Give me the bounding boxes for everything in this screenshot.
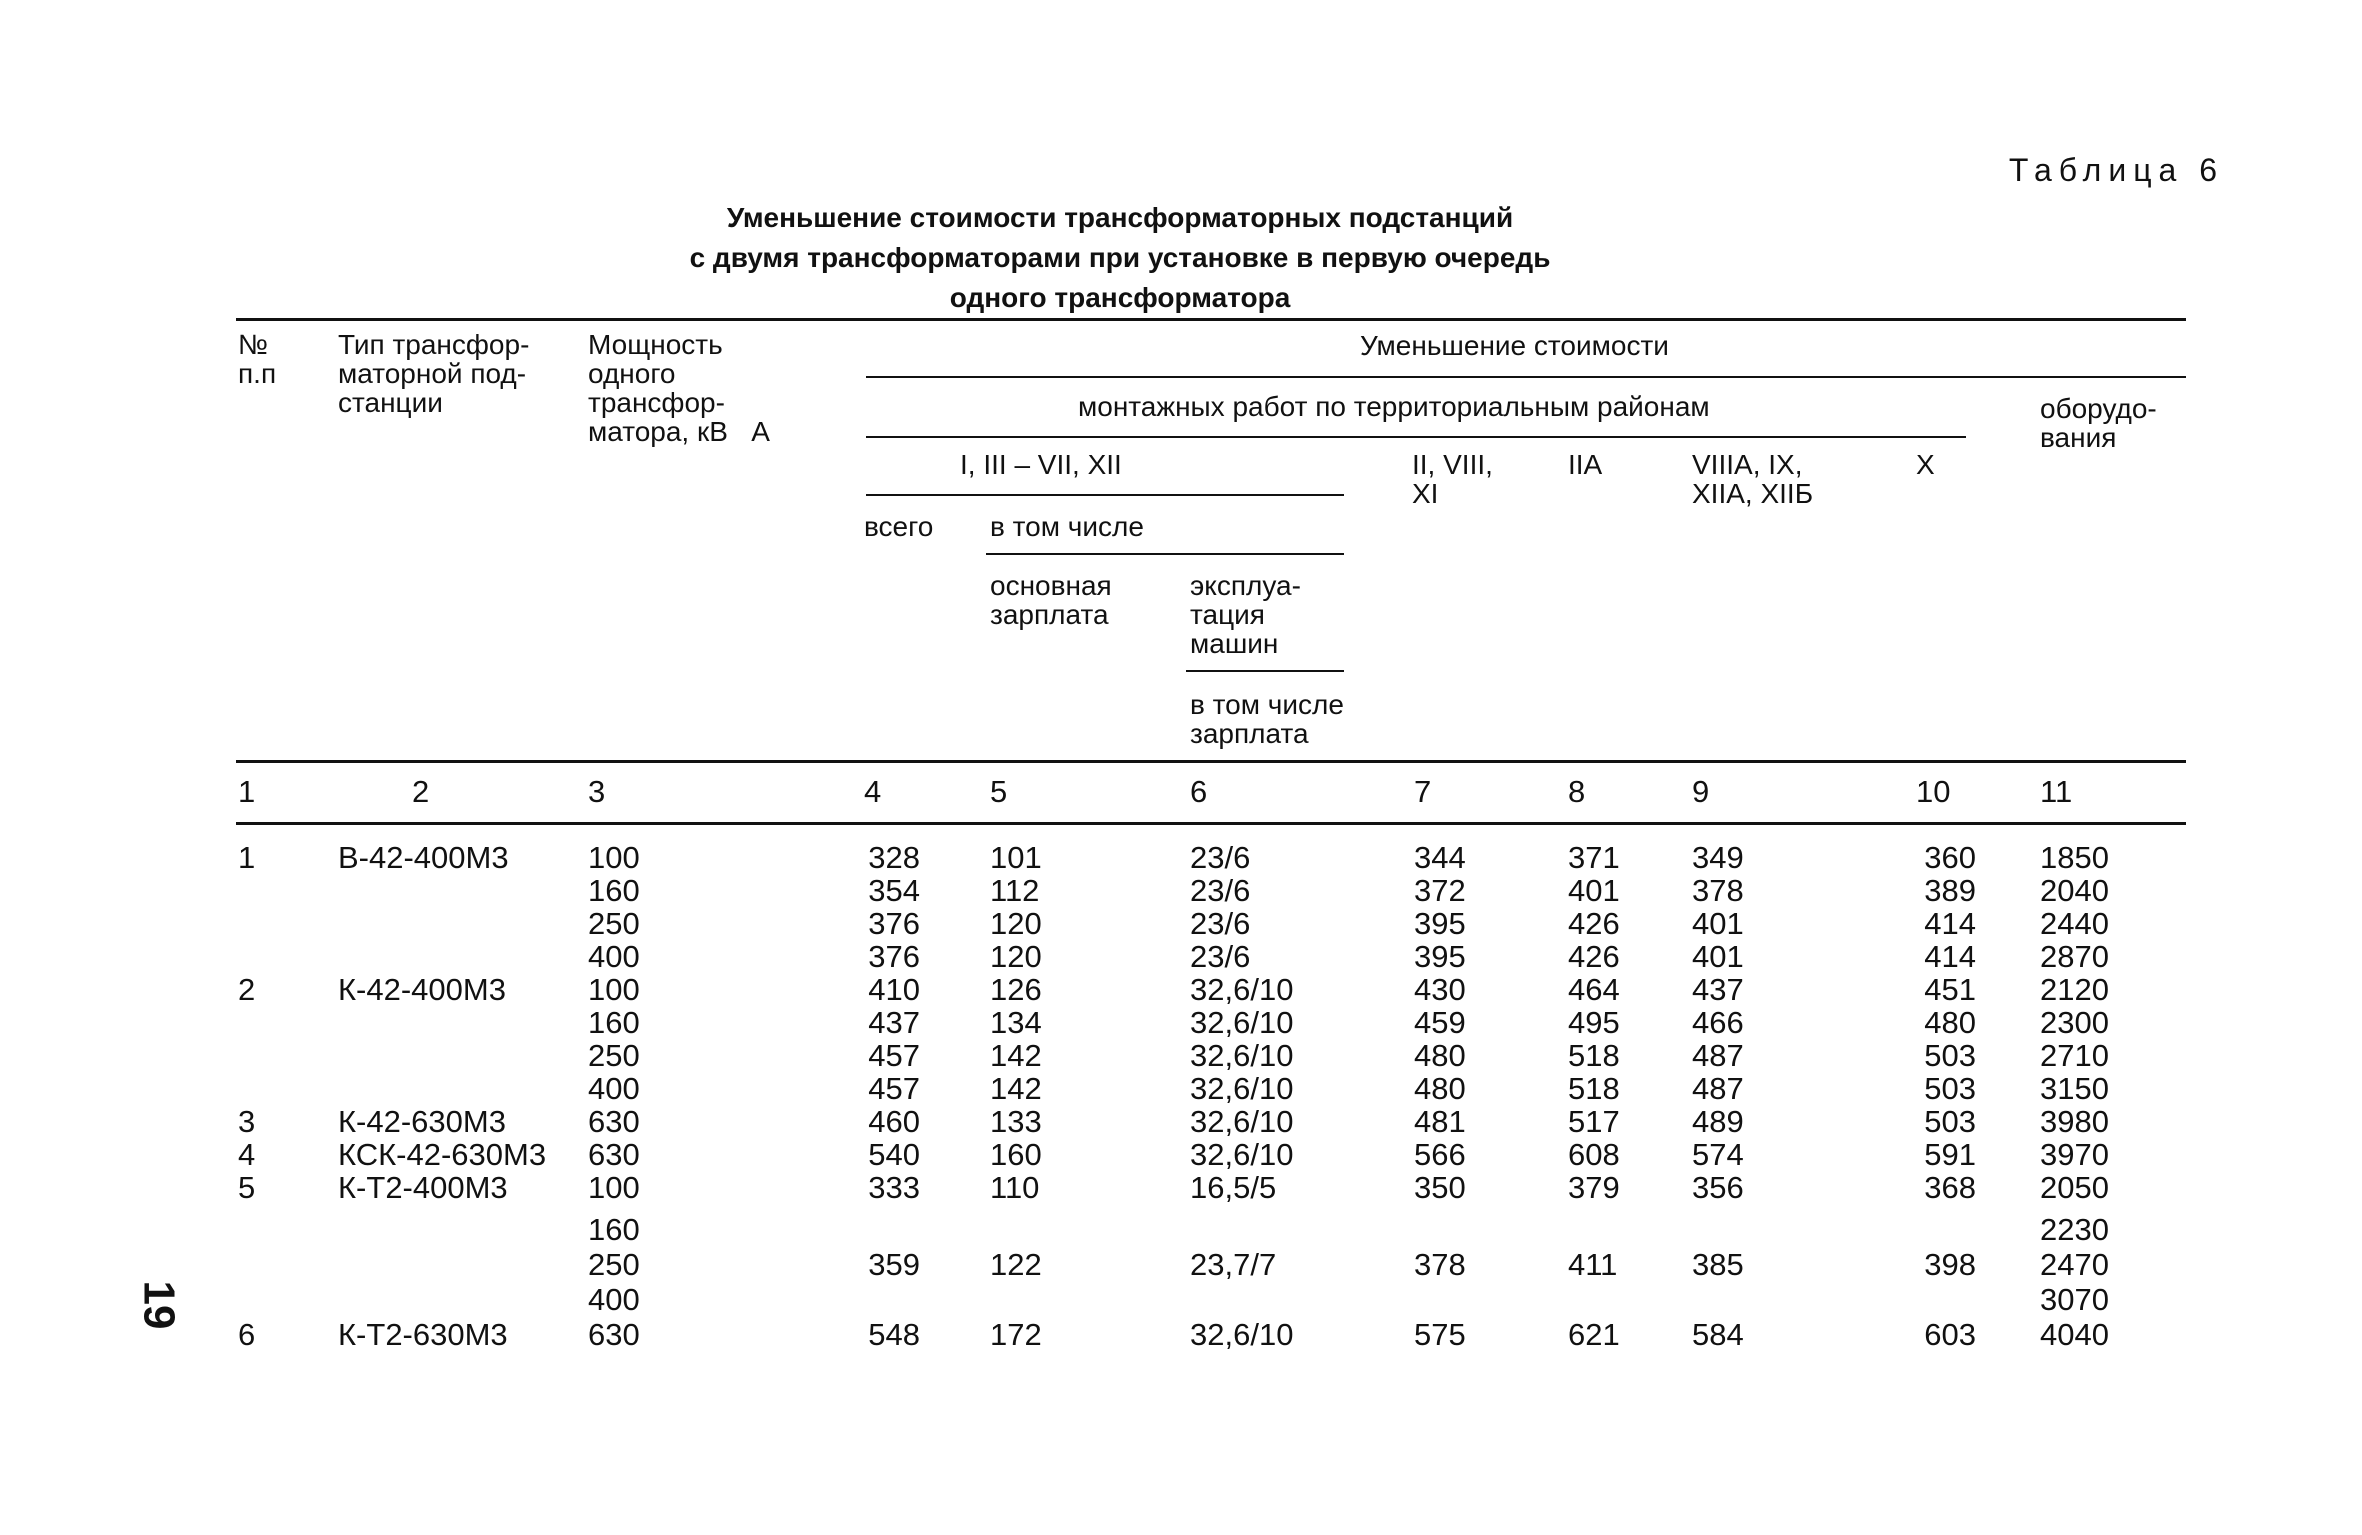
table-cell: К-Т2-400М3	[338, 1170, 508, 1205]
table-cell: 489	[1692, 1104, 1744, 1139]
header-col-number-line-1: №	[238, 329, 269, 360]
table-cell: 2040	[2040, 873, 2109, 908]
machine-ops-rule	[1186, 670, 1344, 672]
table-cell: 250	[588, 906, 640, 941]
table-cell: 400	[588, 939, 640, 974]
table-cell: 368	[1924, 1170, 1976, 1205]
table-cell: 2470	[2040, 1247, 2109, 1282]
table-cell: 410	[868, 972, 920, 1007]
table-cell: 400	[588, 1282, 640, 1317]
table-cell: 122	[990, 1247, 1042, 1282]
table-cell: 2	[238, 972, 256, 1007]
column-number: 9	[1692, 774, 1710, 809]
column-number: 10	[1916, 774, 1951, 809]
table-cell: 250	[588, 1247, 640, 1282]
table-cell: 354	[868, 873, 920, 908]
table-cell: 630	[588, 1317, 640, 1352]
header-including-salary-line-2: зарплата	[1190, 718, 1309, 749]
table-cell: 575	[1414, 1317, 1466, 1352]
table-cell: 126	[990, 972, 1042, 1007]
table-cell: К-42-400М3	[338, 972, 506, 1007]
reduction-rule	[866, 376, 2186, 378]
table-cell: 101	[990, 840, 1042, 875]
header-equipment	[2040, 394, 2157, 452]
title-line-2: с двумя трансформаторами при установке в первую очередь	[689, 242, 1551, 273]
table-cell: К-42-630М3	[338, 1104, 506, 1139]
table-cell: 32,6/10	[1190, 1005, 1294, 1040]
table-label: Таблица 6	[2008, 152, 2224, 188]
table-cell: 495	[1568, 1005, 1620, 1040]
table-cell: 466	[1692, 1005, 1744, 1040]
table-cell: 120	[990, 906, 1042, 941]
table-cell: 503	[1924, 1038, 1976, 1073]
table-cell: 6	[238, 1317, 256, 1352]
table-cell: 16,5/5	[1190, 1170, 1277, 1205]
table-cell: 376	[868, 939, 920, 974]
table-cell: 459	[1414, 1005, 1466, 1040]
table-cell: КСК-42-630М3	[338, 1137, 547, 1172]
table-cell: 540	[868, 1137, 920, 1172]
table-cell: 603	[1924, 1317, 1976, 1352]
table-cell: 2230	[2040, 1212, 2109, 1247]
table-cell: 376	[868, 906, 920, 941]
table-cell: 3	[238, 1104, 256, 1139]
table-cell: 32,6/10	[1190, 972, 1294, 1007]
header-regions-main: I, III – VII, XII	[960, 449, 1122, 480]
table-cell: 451	[1924, 972, 1976, 1007]
header-col-power-line-1: Мощность	[588, 329, 723, 360]
table-cell: 100	[588, 1170, 640, 1205]
table-cell: 160	[588, 1212, 640, 1247]
table-cell: 23/6	[1190, 906, 1251, 941]
table-cell: 100	[588, 840, 640, 875]
table-cell: 401	[1692, 906, 1744, 941]
header-total: всего	[864, 511, 934, 542]
table-cell: 630	[588, 1104, 640, 1139]
table-cell: 172	[990, 1317, 1042, 1352]
table-cell: 2870	[2040, 939, 2109, 974]
header-regions-5: X	[1916, 449, 1935, 480]
header-col-number	[238, 330, 276, 388]
table-cell: 160	[588, 873, 640, 908]
table-cell: 32,6/10	[1190, 1317, 1294, 1352]
table-cell: 389	[1924, 873, 1976, 908]
header-col-number-line-2: п.п	[238, 358, 277, 389]
table-cell: 1	[238, 840, 256, 875]
table-cell: 1850	[2040, 840, 2109, 875]
table-cell: 574	[1692, 1137, 1744, 1172]
table-cell: 356	[1692, 1170, 1744, 1205]
header-equipment-line-1: оборудо-	[2040, 393, 2157, 424]
table-cell: 584	[1692, 1317, 1744, 1352]
table-cell: 2300	[2040, 1005, 2109, 1040]
table-cell: 548	[868, 1317, 920, 1352]
table-cell: 437	[1692, 972, 1744, 1007]
table-cell: 120	[990, 939, 1042, 974]
table-cell: 426	[1568, 939, 1620, 974]
table-cell: 379	[1568, 1170, 1620, 1205]
header-regions-2-line-2: XI	[1412, 478, 1439, 509]
table-cell: 457	[868, 1038, 920, 1073]
header-machine-ops	[1190, 571, 1301, 658]
column-number: 6	[1190, 774, 1208, 809]
table-cell: 328	[868, 840, 920, 875]
table-cell: 517	[1568, 1104, 1620, 1139]
table-cell: 3980	[2040, 1104, 2109, 1139]
header-including: в том числе	[990, 511, 1144, 542]
table-cell: 437	[868, 1005, 920, 1040]
table-cell: 398	[1924, 1247, 1976, 1282]
table-cell: 401	[1568, 873, 1620, 908]
installation-rule	[866, 436, 1966, 438]
table-cell: 4	[238, 1137, 256, 1172]
header-col-type	[338, 330, 529, 417]
column-number: 11	[2040, 774, 2073, 809]
regions-main-rule	[866, 494, 1344, 496]
table-cell: 23/6	[1190, 939, 1251, 974]
table-cell: К-Т2-630М3	[338, 1317, 508, 1352]
table-cell: 426	[1568, 906, 1620, 941]
table-cell: 2050	[2040, 1170, 2109, 1205]
header-including-salary-line-1: в том числе	[1190, 689, 1344, 720]
table-cell: 487	[1692, 1071, 1744, 1106]
table-cell: 2440	[2040, 906, 2109, 941]
title-line-3: одного трансформатора	[949, 282, 1291, 313]
header-base-salary-line-2: зарплата	[990, 599, 1109, 630]
header-col-power-line-3: трансфор-	[588, 387, 725, 418]
table-cell: 378	[1414, 1247, 1466, 1282]
header-regions-4	[1692, 450, 1813, 508]
table-cell: 503	[1924, 1071, 1976, 1106]
table-cell: 112	[990, 873, 1040, 908]
table-cell: 395	[1414, 906, 1466, 941]
column-number: 5	[990, 774, 1008, 809]
header-col-type-line-1: Тип трансфор-	[338, 329, 530, 360]
column-number: 8	[1568, 774, 1586, 809]
header-col-type-line-3: станции	[338, 387, 443, 418]
table-cell: 344	[1414, 840, 1466, 875]
header-machine-ops-line-2: тация	[1190, 599, 1265, 630]
table-cell: В-42-400М3	[338, 840, 509, 875]
table-cell: 401	[1692, 939, 1744, 974]
table-cell: 487	[1692, 1038, 1744, 1073]
table-cell: 518	[1568, 1071, 1620, 1106]
table-cell: 3970	[2040, 1137, 2109, 1172]
table-cell: 32,6/10	[1190, 1137, 1294, 1172]
column-number: 3	[588, 774, 606, 809]
table-cell: 395	[1414, 939, 1466, 974]
including-rule	[986, 553, 1344, 555]
table-cell: 110	[990, 1170, 1040, 1205]
column-number: 1	[238, 774, 256, 809]
table-cell: 518	[1568, 1038, 1620, 1073]
table-cell: 481	[1414, 1104, 1466, 1139]
table-cell: 621	[1568, 1317, 1620, 1352]
table-cell: 23,7/7	[1190, 1247, 1277, 1282]
header-base-salary	[990, 571, 1112, 629]
table-cell: 630	[588, 1137, 640, 1172]
table-cell: 400	[588, 1071, 640, 1106]
table-cell: 160	[990, 1137, 1042, 1172]
table-cell: 5	[238, 1170, 256, 1205]
title-line-1: Уменьшение стоимости трансформаторных подстанций	[726, 202, 1514, 233]
header-col-power-line-2: одного	[588, 358, 676, 389]
table-cell: 160	[588, 1005, 640, 1040]
table-cell: 608	[1568, 1137, 1620, 1172]
header-col-power	[588, 330, 770, 446]
header-installation: монтажных работ по территориальным районам	[1078, 391, 1710, 422]
table-cell: 371	[1568, 840, 1620, 875]
table-cell: 480	[1414, 1038, 1466, 1073]
header-regions-3: IIA	[1568, 449, 1603, 480]
header-col-type-line-2: маторной под-	[338, 358, 527, 389]
table-cell: 333	[868, 1170, 920, 1205]
table-cell: 2120	[2040, 972, 2109, 1007]
page-number: 19	[134, 1280, 184, 1330]
table-cell: 2710	[2040, 1038, 2109, 1073]
table-cell: 430	[1414, 972, 1466, 1007]
header-bottom-rule	[236, 760, 2186, 763]
header-machine-ops-line-3: машин	[1190, 628, 1279, 659]
table-cell: 372	[1414, 873, 1466, 908]
table-cell: 359	[868, 1247, 920, 1282]
header-base-salary-line-1: основная	[990, 570, 1112, 601]
table-cell: 591	[1924, 1137, 1976, 1172]
table-cell: 566	[1414, 1137, 1466, 1172]
numbers-bottom-rule	[236, 822, 2186, 825]
table-cell: 3150	[2040, 1071, 2109, 1106]
header-regions-4-line-1: VIIIA, IX,	[1692, 449, 1803, 480]
header-regions-4-line-2: XIIA, XIIБ	[1692, 478, 1814, 509]
column-number: 7	[1414, 774, 1432, 809]
table-cell: 480	[1414, 1071, 1466, 1106]
table-cell: 360	[1924, 840, 1976, 875]
table-cell: 142	[990, 1071, 1042, 1106]
header-equipment-line-2: вания	[2040, 422, 2117, 453]
table-cell: 460	[868, 1104, 920, 1139]
table-cell: 134	[990, 1005, 1042, 1040]
table-cell: 23/6	[1190, 873, 1251, 908]
table-cell: 503	[1924, 1104, 1976, 1139]
table-cell: 414	[1924, 939, 1976, 974]
column-number: 4	[864, 774, 882, 809]
header-top-rule	[236, 318, 2186, 321]
table-cell: 100	[588, 972, 640, 1007]
table-title	[600, 198, 1640, 318]
table-cell: 411	[1568, 1247, 1618, 1282]
header-col-power-line-4: матора, кВ А	[588, 416, 770, 447]
header-regions-2-line-1: II, VIII,	[1412, 449, 1493, 480]
table-cell: 23/6	[1190, 840, 1251, 875]
table-cell: 350	[1414, 1170, 1466, 1205]
header-machine-ops-line-1: эксплуа-	[1190, 570, 1301, 601]
table-cell: 457	[868, 1071, 920, 1106]
table-cell: 378	[1692, 873, 1744, 908]
table-cell: 32,6/10	[1190, 1071, 1294, 1106]
table-cell: 480	[1924, 1005, 1976, 1040]
header-including-salary	[1190, 690, 1344, 748]
table-cell: 32,6/10	[1190, 1038, 1294, 1073]
table-cell: 3070	[2040, 1282, 2109, 1317]
table-cell: 133	[990, 1104, 1042, 1139]
table-cell: 349	[1692, 840, 1744, 875]
table-cell: 414	[1924, 906, 1976, 941]
column-number: 2	[412, 774, 430, 809]
header-reduction: Уменьшение стоимости	[1360, 330, 1669, 361]
table-cell: 250	[588, 1038, 640, 1073]
table-cell: 4040	[2040, 1317, 2109, 1352]
table-cell: 464	[1568, 972, 1620, 1007]
header-regions-2	[1412, 450, 1493, 508]
table-cell: 142	[990, 1038, 1042, 1073]
table-cell: 32,6/10	[1190, 1104, 1294, 1139]
table-cell: 385	[1692, 1247, 1744, 1282]
